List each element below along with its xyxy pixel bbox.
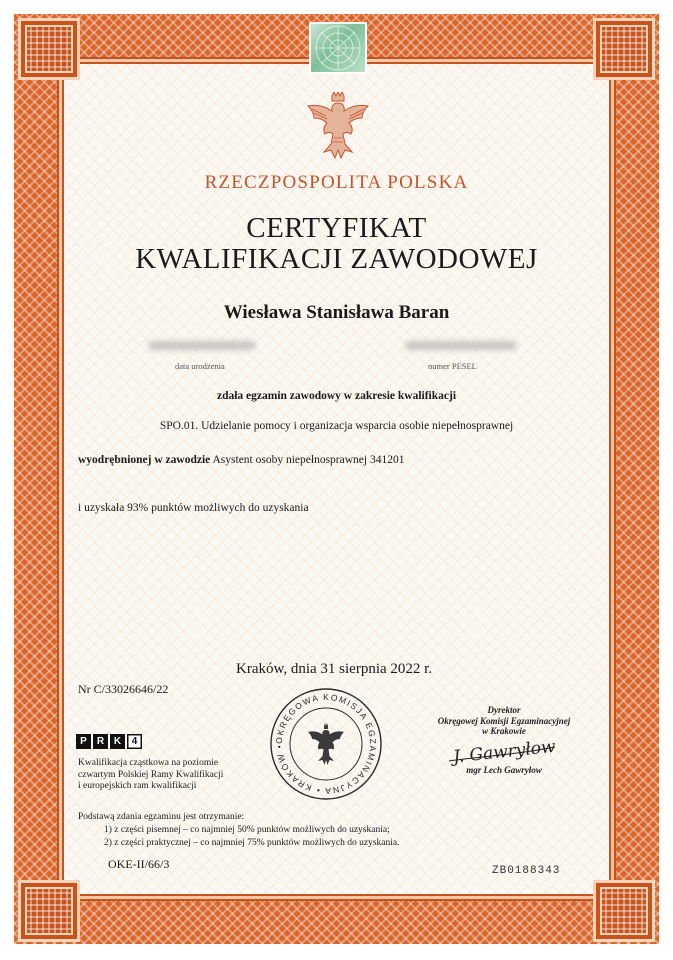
- prk-description-line: i europejskich ram kwalifikacji: [78, 781, 197, 791]
- seal-text: OKRĘGOWA KOMISJA EGZAMINACYJNA • KRAKÓW •: [273, 691, 379, 797]
- exam-basis-item: 1) z części pisemnej – co najmniej 50% punktów możliwych do uzyskania;: [104, 825, 390, 835]
- polish-eagle-emblem-icon: [304, 92, 372, 164]
- qualification-name: SPO.01. Udzielanie pomocy i organizacja wsparcia osobie niepełnosprawnej: [159, 420, 514, 432]
- exam-intro: zdała egzamin zawodowy w zakresie kwalifikacji: [216, 390, 457, 402]
- signatory-role-line: Okręgowej Komisji Egzaminacyjnej: [437, 715, 571, 726]
- prk-level-badge: [76, 734, 144, 749]
- certificate-subtitle: KWALIFIKACJI ZAWODOWEJ: [135, 243, 538, 275]
- prk-letter: P: [76, 734, 91, 749]
- exam-basis-heading: Podstawą zdania egzaminu jest otrzymanie:: [78, 812, 245, 822]
- birth-date-label: data urodzenia: [175, 361, 225, 371]
- redacted-birth-date: [148, 341, 256, 350]
- prk-description-line: czwartym Polskiej Ramy Kwalifikacji: [78, 769, 224, 780]
- prk-level: 4: [127, 734, 142, 749]
- signatory-name: mgr Lech Gawryłow: [466, 765, 542, 775]
- place-date: Kraków, dnia 31 sierpnia 2022 r.: [236, 661, 433, 677]
- prk-letter: R: [93, 734, 108, 749]
- certificate-number: Nr C/33026646/22: [78, 682, 169, 696]
- score-text: i uzyskała 93% punktów możliwych do uzyskania: [78, 502, 309, 514]
- pesel-label: numer PESEL: [428, 361, 477, 371]
- prk-description-line: Kwalifikacja cząstkowa na poziomie: [78, 758, 219, 768]
- profession-line: [78, 454, 404, 466]
- profession-label: wyodrębnionej w zawodzie: [78, 454, 211, 466]
- country-name: RZECZPOSPOLITA POLSKA: [204, 172, 469, 193]
- handwritten-signature: [445, 735, 565, 767]
- serial-number: ZB0188343: [492, 865, 561, 877]
- certificate-title: CERTYFIKAT: [246, 212, 427, 244]
- signature-text: J. Gawryłow: [452, 736, 557, 767]
- prk-letter: K: [110, 734, 125, 749]
- official-seal-icon: [268, 686, 384, 802]
- profession-name: Asystent osoby niepełnosprawnej 341201: [212, 454, 405, 466]
- redacted-pesel: [405, 341, 517, 350]
- signatory-role: [418, 705, 590, 737]
- signatory-role-line: Dyrektor: [487, 705, 521, 715]
- exam-basis-item: 2) z części praktycznej – co najmniej 75% punktów możliwych do uzyskania.: [104, 838, 400, 848]
- form-code: OKE-II/66/3: [108, 857, 170, 871]
- prk-description: [78, 758, 223, 793]
- holder-name: Wiesława Stanisława Baran: [223, 302, 450, 323]
- signatory-role-line: w Krakowie: [482, 726, 526, 736]
